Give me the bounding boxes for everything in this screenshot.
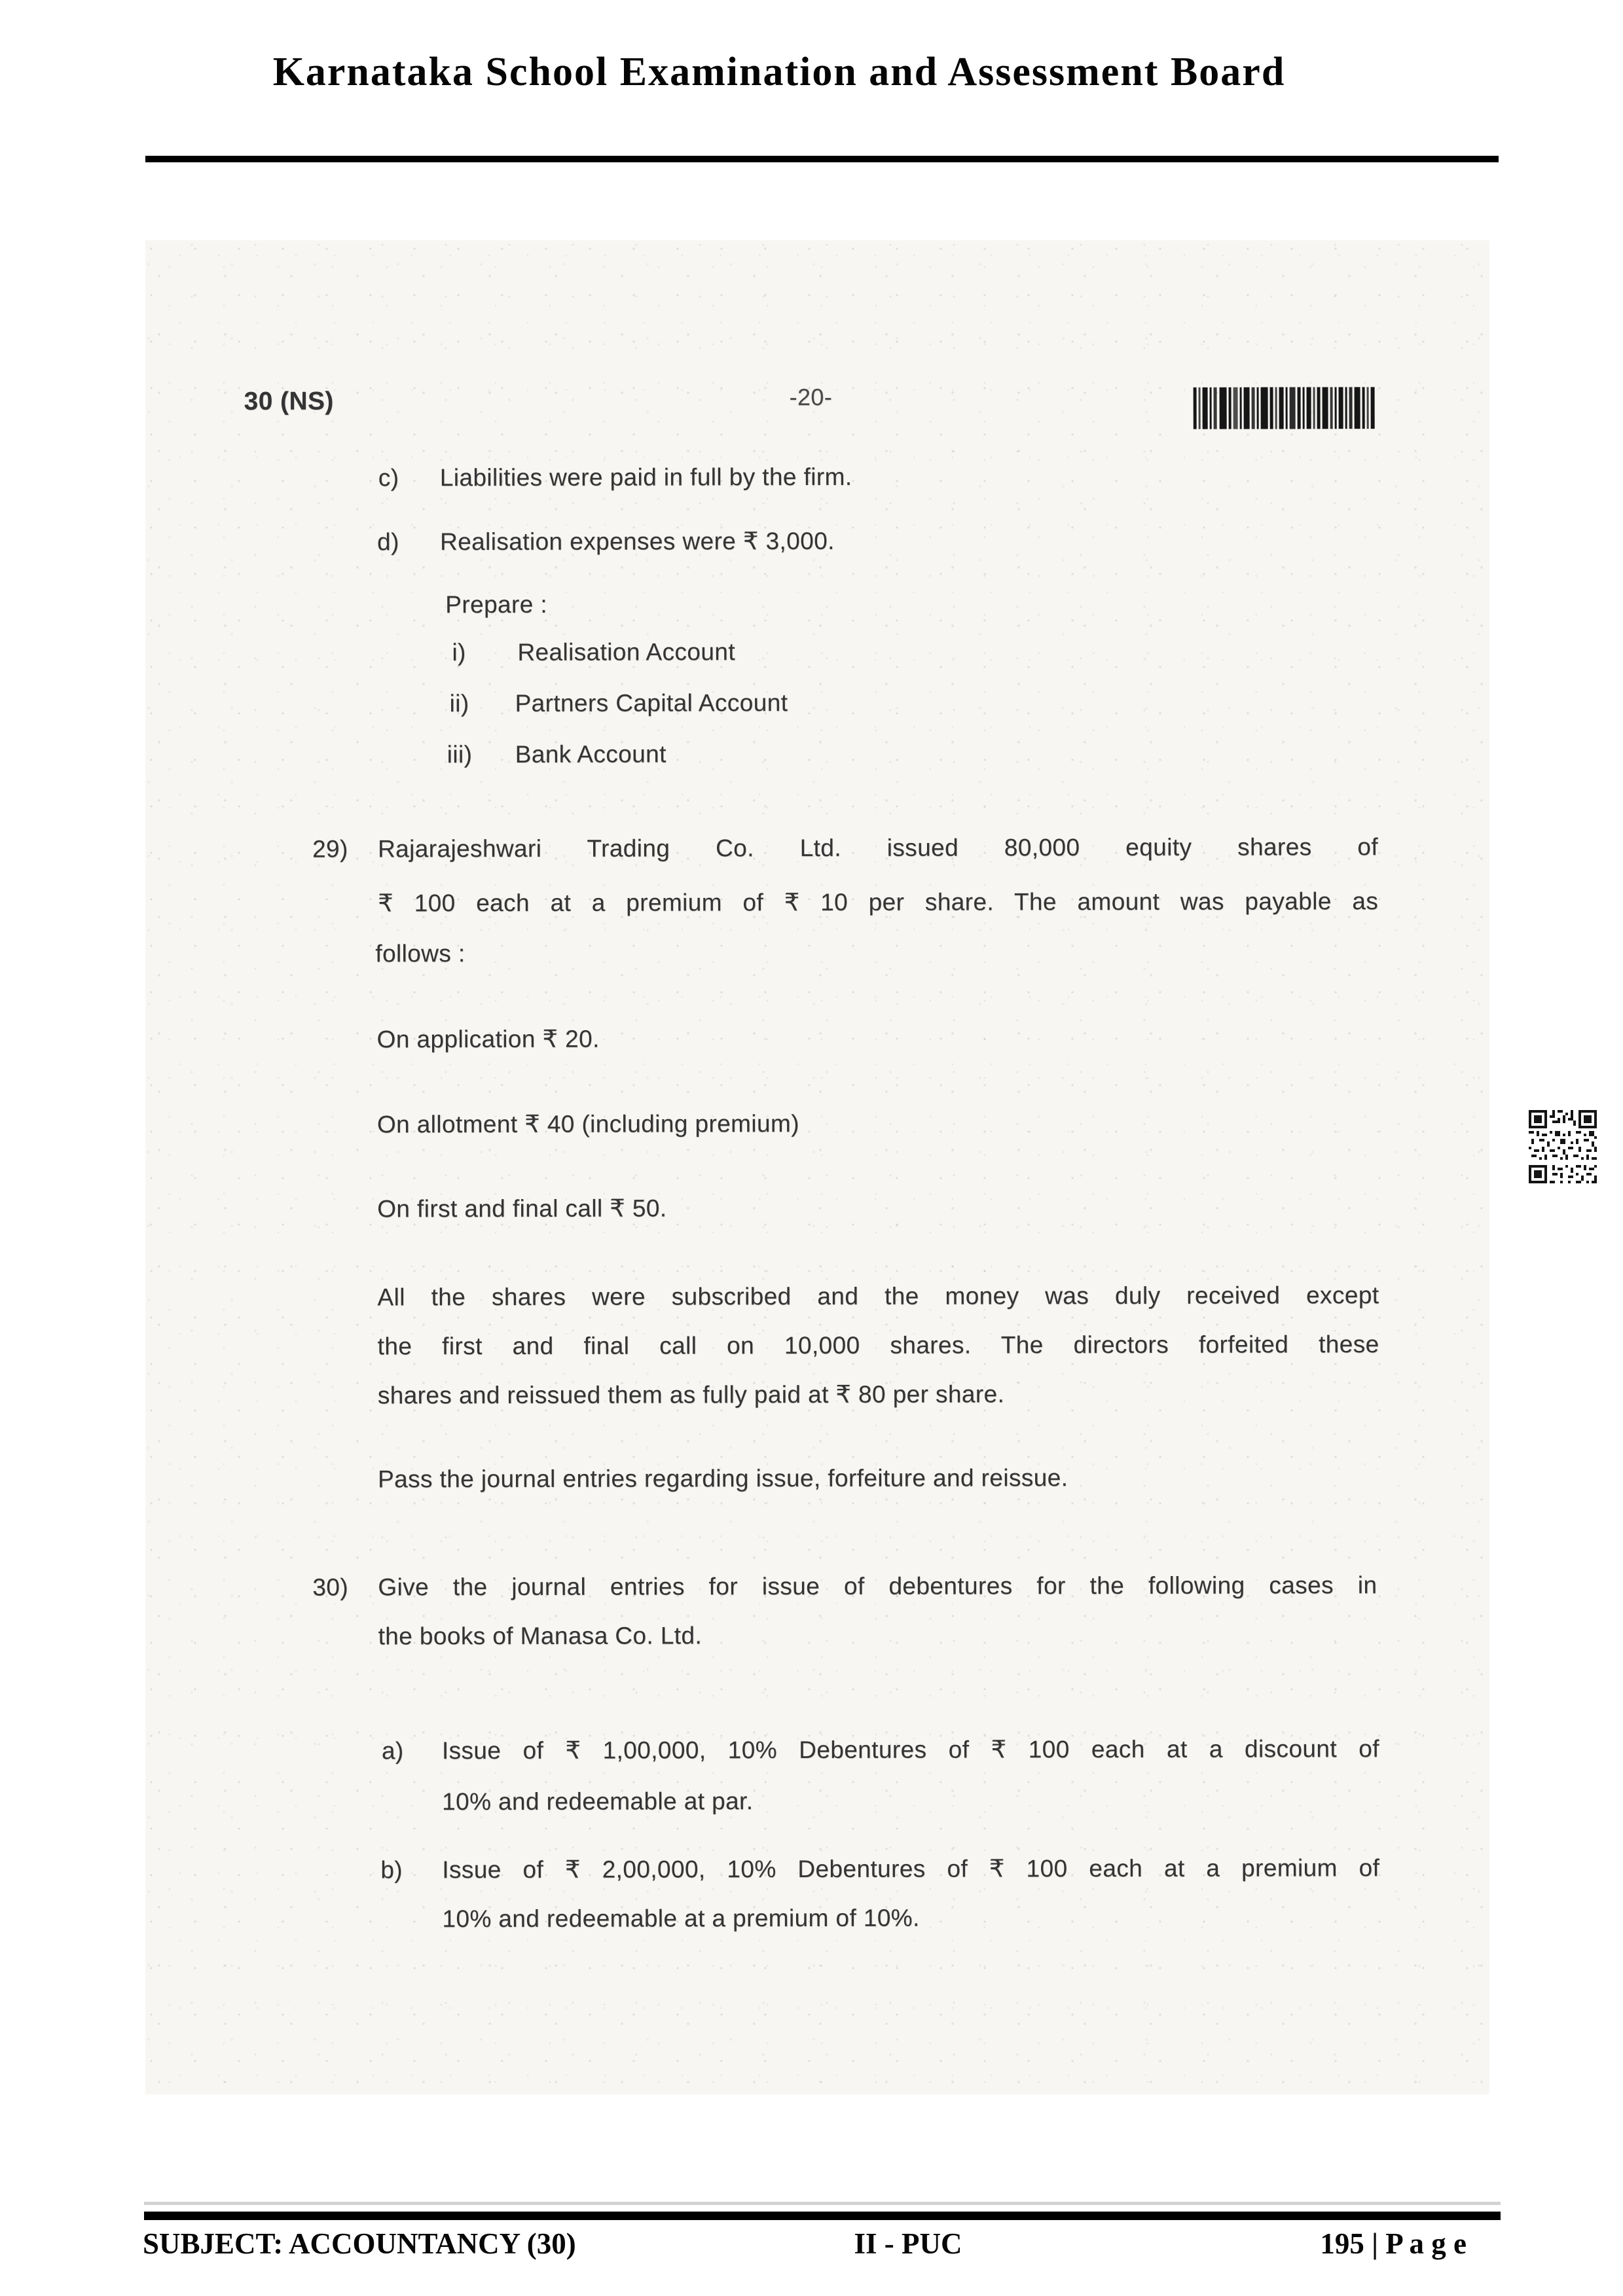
question-30-line-2: the books of Manasa Co. Ltd. <box>378 1622 702 1650</box>
paper-code: 30 (NS) <box>244 387 334 416</box>
question-29-para2-line-3: shares and reissued them as fully paid at ₹ 80 per share. <box>377 1380 1005 1409</box>
sheet-page-number: -20- <box>789 383 833 411</box>
case-a-label: a) <box>381 1737 404 1765</box>
footer-divider <box>144 2212 1501 2220</box>
payment-term-allotment: On allotment ₹ 40 (including premium) <box>376 1110 799 1138</box>
payment-term-application: On application ₹ 20. <box>376 1025 600 1053</box>
prepare-item-i-text: Realisation Account <box>517 638 736 666</box>
question-29-line-3: follows : <box>375 940 465 967</box>
question-29-para2-line-1: All the shares were subscribed and the money was duly received except <box>377 1282 1379 1311</box>
question-29-line-2: ₹ 100 each at a premium of ₹ 10 per share. The amount was payable as <box>378 888 1379 917</box>
qr-code-image <box>1525 1107 1601 1187</box>
item-c-text: Liabilities were paid in full by the firm. <box>439 463 852 492</box>
item-d-text: Realisation expenses were ₹ 3,000. <box>440 527 835 556</box>
item-d-label: d) <box>377 528 399 556</box>
page-title: Karnataka School Examination and Assessment Board <box>272 50 1286 94</box>
footer-subject: SUBJECT: ACCOUNTANCY (30) <box>143 2227 576 2260</box>
question-30-line-1: Give the journal entries for issue of debentures for the following cases in <box>378 1571 1377 1601</box>
footer-divider-light <box>144 2202 1501 2205</box>
prepare-heading: Prepare : <box>445 590 548 619</box>
case-b-line-2: 10% and redeemable at a premium of 10%. <box>442 1904 920 1933</box>
footer-page-number: 195 | P a g e <box>1320 2227 1467 2260</box>
case-a-line-2: 10% and redeemable at par. <box>442 1787 754 1816</box>
prepare-item-iii-label: iii) <box>447 741 473 768</box>
case-a-line-1: Issue of ₹ 1,00,000, 10% Debentures of ₹ 100 each at a discount of <box>441 1735 1379 1765</box>
prepare-item-ii-label: ii) <box>449 690 469 717</box>
barcode-image <box>1194 387 1377 429</box>
question-30-number: 30) <box>312 1573 349 1601</box>
prepare-item-iii-text: Bank Account <box>515 740 666 768</box>
case-b-label: b) <box>380 1856 403 1884</box>
question-29-instruction: Pass the journal entries regarding issue, forfeiture and reissue. <box>378 1464 1068 1493</box>
question-29-para2-line-2: the first and final call on 10,000 shares. The directors forfeited these <box>377 1331 1379 1360</box>
prepare-item-i-label: i) <box>452 639 466 666</box>
question-29-line-1: Rajarajeshwari Trading Co. Ltd. issued 80,000 equity shares of <box>377 833 1379 863</box>
footer-course: II - PUC <box>854 2227 962 2260</box>
item-c-label: c) <box>378 464 399 492</box>
question-29-number: 29) <box>312 835 348 863</box>
payment-term-first-final-call: On first and final call ₹ 50. <box>377 1194 667 1223</box>
prepare-item-ii-text: Partners Capital Account <box>515 689 788 717</box>
case-b-line-1: Issue of ₹ 2,00,000, 10% Debentures of ₹ 100 each at a premium of <box>442 1854 1380 1884</box>
